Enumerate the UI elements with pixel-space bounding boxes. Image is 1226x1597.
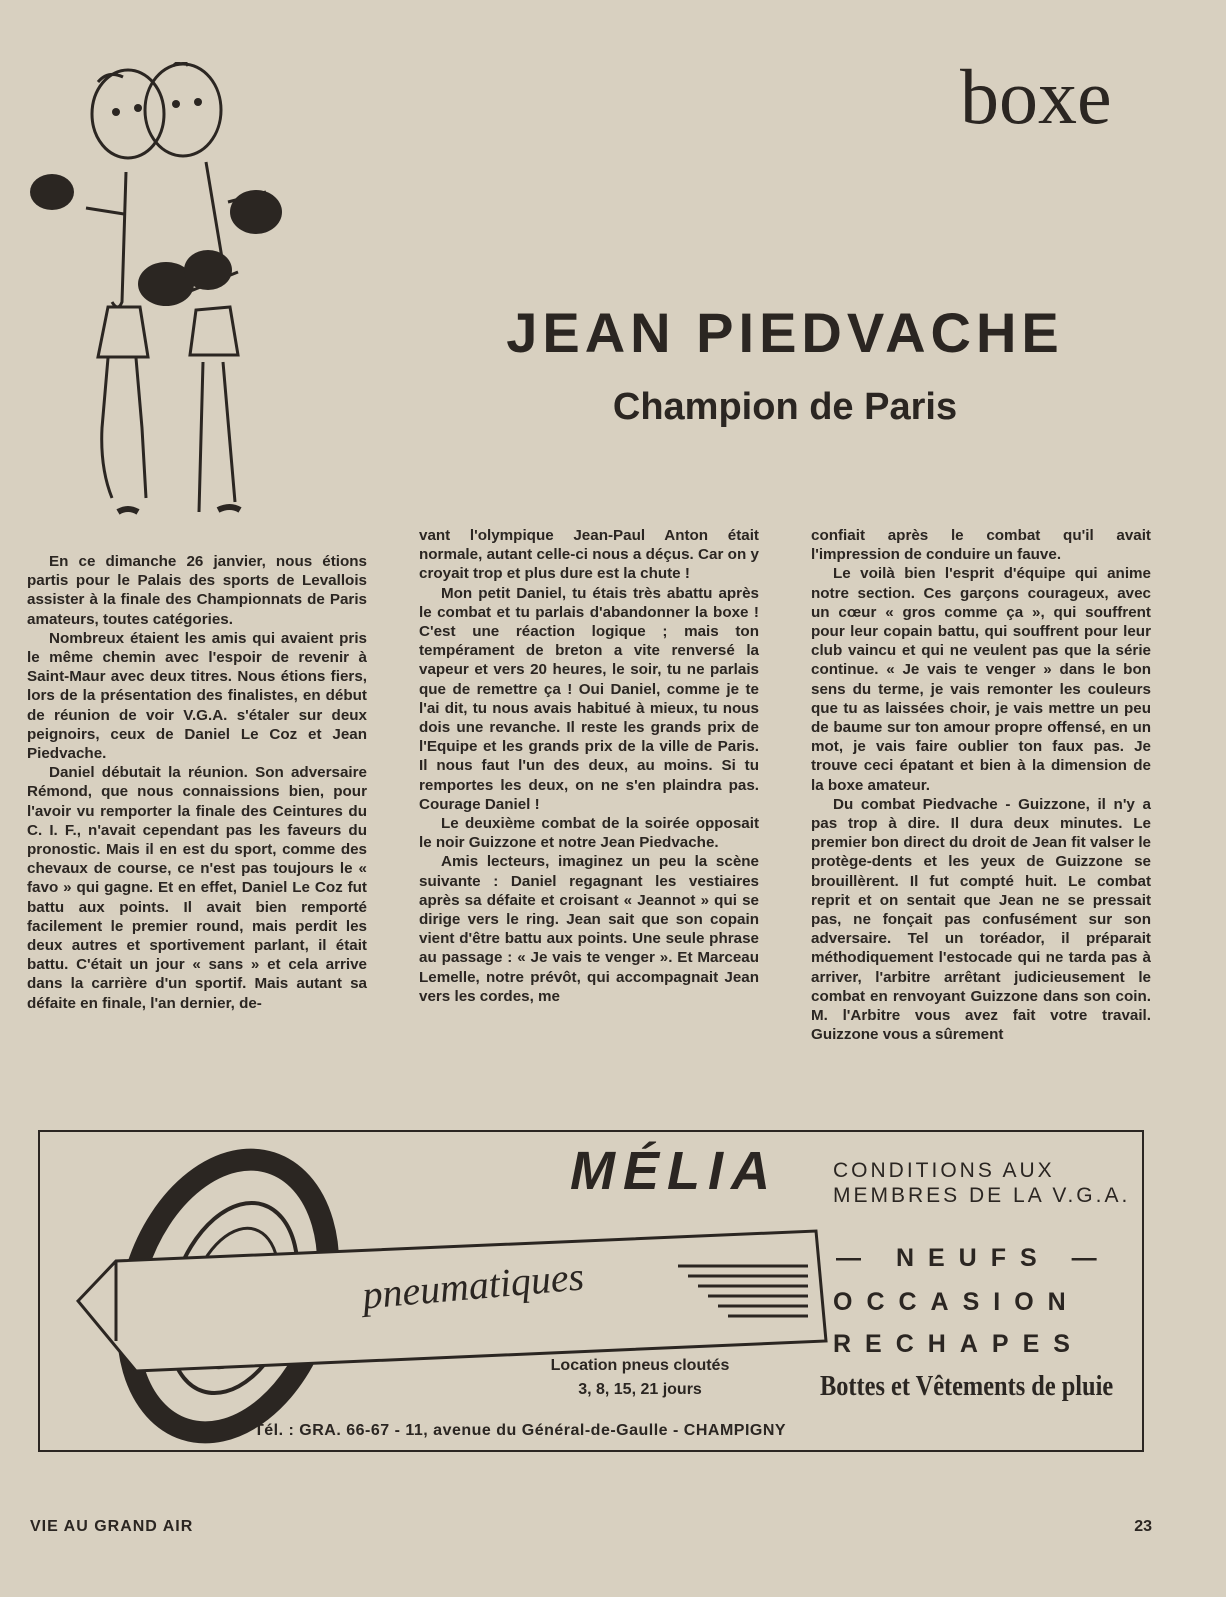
footer-page-number: 23	[1134, 1518, 1152, 1535]
boxers-cartoon-illustration	[28, 62, 298, 522]
article-column-3	[811, 526, 1151, 1044]
ad-conditions	[833, 1158, 1130, 1208]
rental-line: Location pneus cloutés	[550, 1357, 730, 1374]
conditions-line: MEMBRES DE LA V.G.A.	[833, 1184, 1131, 1207]
ad-rainwear: Bottes et Vêtements de pluie	[820, 1370, 1114, 1402]
ad-offer-new: — NEUFS —	[836, 1244, 1111, 1272]
paragraph: Amis lecteurs, imaginez un peu la scène suivante : Daniel regagnant les vestiaires après sa défaite et croisant « Jeannot » qui se dirige vers le ring. Jean sait que son copain vient d'être battu aux points. Une seule phrase au passage : « Je vais te venger ». Et Marceau Lemelle, notre prévôt, qui accompagnait Jean vers les cordes, me	[419, 853, 759, 1005]
ad-brand-name: MÉLIA	[570, 1141, 778, 1201]
paragraph: Le deuxième combat de la soirée opposait le noir Guizzone et notre Jean Piedvache.	[419, 815, 759, 852]
article-headline: JEAN PIEDVACHE	[506, 301, 1064, 364]
ad-offer-used: OCCASION	[833, 1288, 1080, 1316]
ad-rental-info	[510, 1354, 770, 1402]
article-subhead: Champion de Paris	[612, 386, 958, 428]
paragraph: En ce dimanche 26 janvier, nous étions partis pour le Palais des sports de Levallois assister à la finale des Championnats de Paris amateurs, toutes catégories.	[27, 553, 367, 628]
ad-offer-retread: RECHAPES	[833, 1330, 1084, 1358]
paragraph: Du combat Piedvache - Guizzone, il n'y a pas trop à dire. Il dura deux minutes. Le premier bon direct du droit de Jean fit valser le protège-dents et les yeux de Guizzone se brouillèrent. Il fut compté huit. Le combat reprit et on sentait que Jean ne se pressait pas, ne fonçait pas confusément sur son adversaire. Tel un toréador, il préparait méthodiquement l'estocade qui ne tarda pas à arriver, l'arbitre arrêtant judicieusement le combat en renvoyant Guizzone dans son coin. M. l'Arbitre vous avez fait votre travail. Guizzone vous a sûrement	[811, 795, 1151, 1044]
paragraph: Daniel débutait la réunion. Son adversaire Rémond, que nous connaissions bien, pour l'avoir vu remporter la finale des Ceintures du C. I. F., n'avait cependant pas les faveurs du pronostic. Mais il en est du sport, comme des chevaux de course, ce n'est pas toujours le « favo » qui gagne. Et en effet, Daniel Le Coz fut battu aux points. Il avait bien remporté facilement le premier round, mais perdit les deux autres et sportivement parlant, il était battu. C'était un jour « sans » et cela arrive dans la carrière d'un sportif. Mais autant sa défaite en finale, l'an dernier, de-	[27, 764, 367, 1012]
footer-magazine-title: VIE AU GRAND AIR	[30, 1518, 194, 1535]
article-column-2	[419, 526, 759, 1006]
paragraph: Mon petit Daniel, tu étais très abattu après le combat et tu parlais d'abandonner la boxe ! C'est une réaction logique ; mais ton tempérament de breton a vite renversé la vapeur et vers 20 heures, le soir, tu ne parlais que de remettre ça ! Oui Daniel, comme je te l'ai dit, tu nous avais habitué à mieux, tu nous dois une revanche. Il reste les grands prix de l'Equipe et les grands prix de la ville de Paris. Il nous faut l'un des deux, au moins. Si tu remportes les deux, on ne s'en plaindra pas. Courage Daniel !	[419, 584, 759, 813]
conditions-line: CONDITIONS AUX	[833, 1159, 1055, 1182]
paragraph: Nombreux étaient les amis qui avaient pris le même chemin avec l'espoir de revenir à Saint-Maur avec deux titres. Nous étions fiers, lors de la présentation des finalistes, en début de réunion de voir V.G.A. s'étaler sur deux peignoirs, ceux de Daniel Le Coz et Jean Piedvache.	[27, 629, 367, 763]
rental-line: 3, 8, 15, 21 jours	[578, 1381, 702, 1398]
melia-advertisement	[38, 1130, 1144, 1452]
article-column-1	[27, 552, 367, 1013]
section-title: boxe	[960, 53, 1112, 140]
ad-slogan: pneumatiques	[360, 1253, 586, 1318]
paragraph: vant l'olympique Jean-Paul Anton était normale, autant celle-ci nous a déçus. Car on y croyait trop et plus dure est la chute !	[419, 527, 759, 583]
paragraph: Le voilà bien l'esprit d'équipe qui anime notre section. Ces garçons courageux, avec un cœur « gros comme ça », qui souffrent pour leur copain battu, qui souffrent pour leur club vaincu et qui ne veulent pas que la série continue. « Je vais te venger » dans le bon sens du terme, je vais remonter les couleurs que tu as laissées choir, je vais mettre un peu de baume sur ton amour propre offensé, en un mot, je vais faire oublier ton faux pas. Je trouve ceci épatant et bien à la dimension de la boxe amateur.	[811, 565, 1151, 794]
paragraph: confiait après le combat qu'il avait l'impression de conduire un fauve.	[811, 527, 1151, 564]
ad-contact: Tél. : GRA. 66-67 - 11, avenue du Général-de-Gaulle - CHAMPIGNY	[254, 1422, 787, 1439]
